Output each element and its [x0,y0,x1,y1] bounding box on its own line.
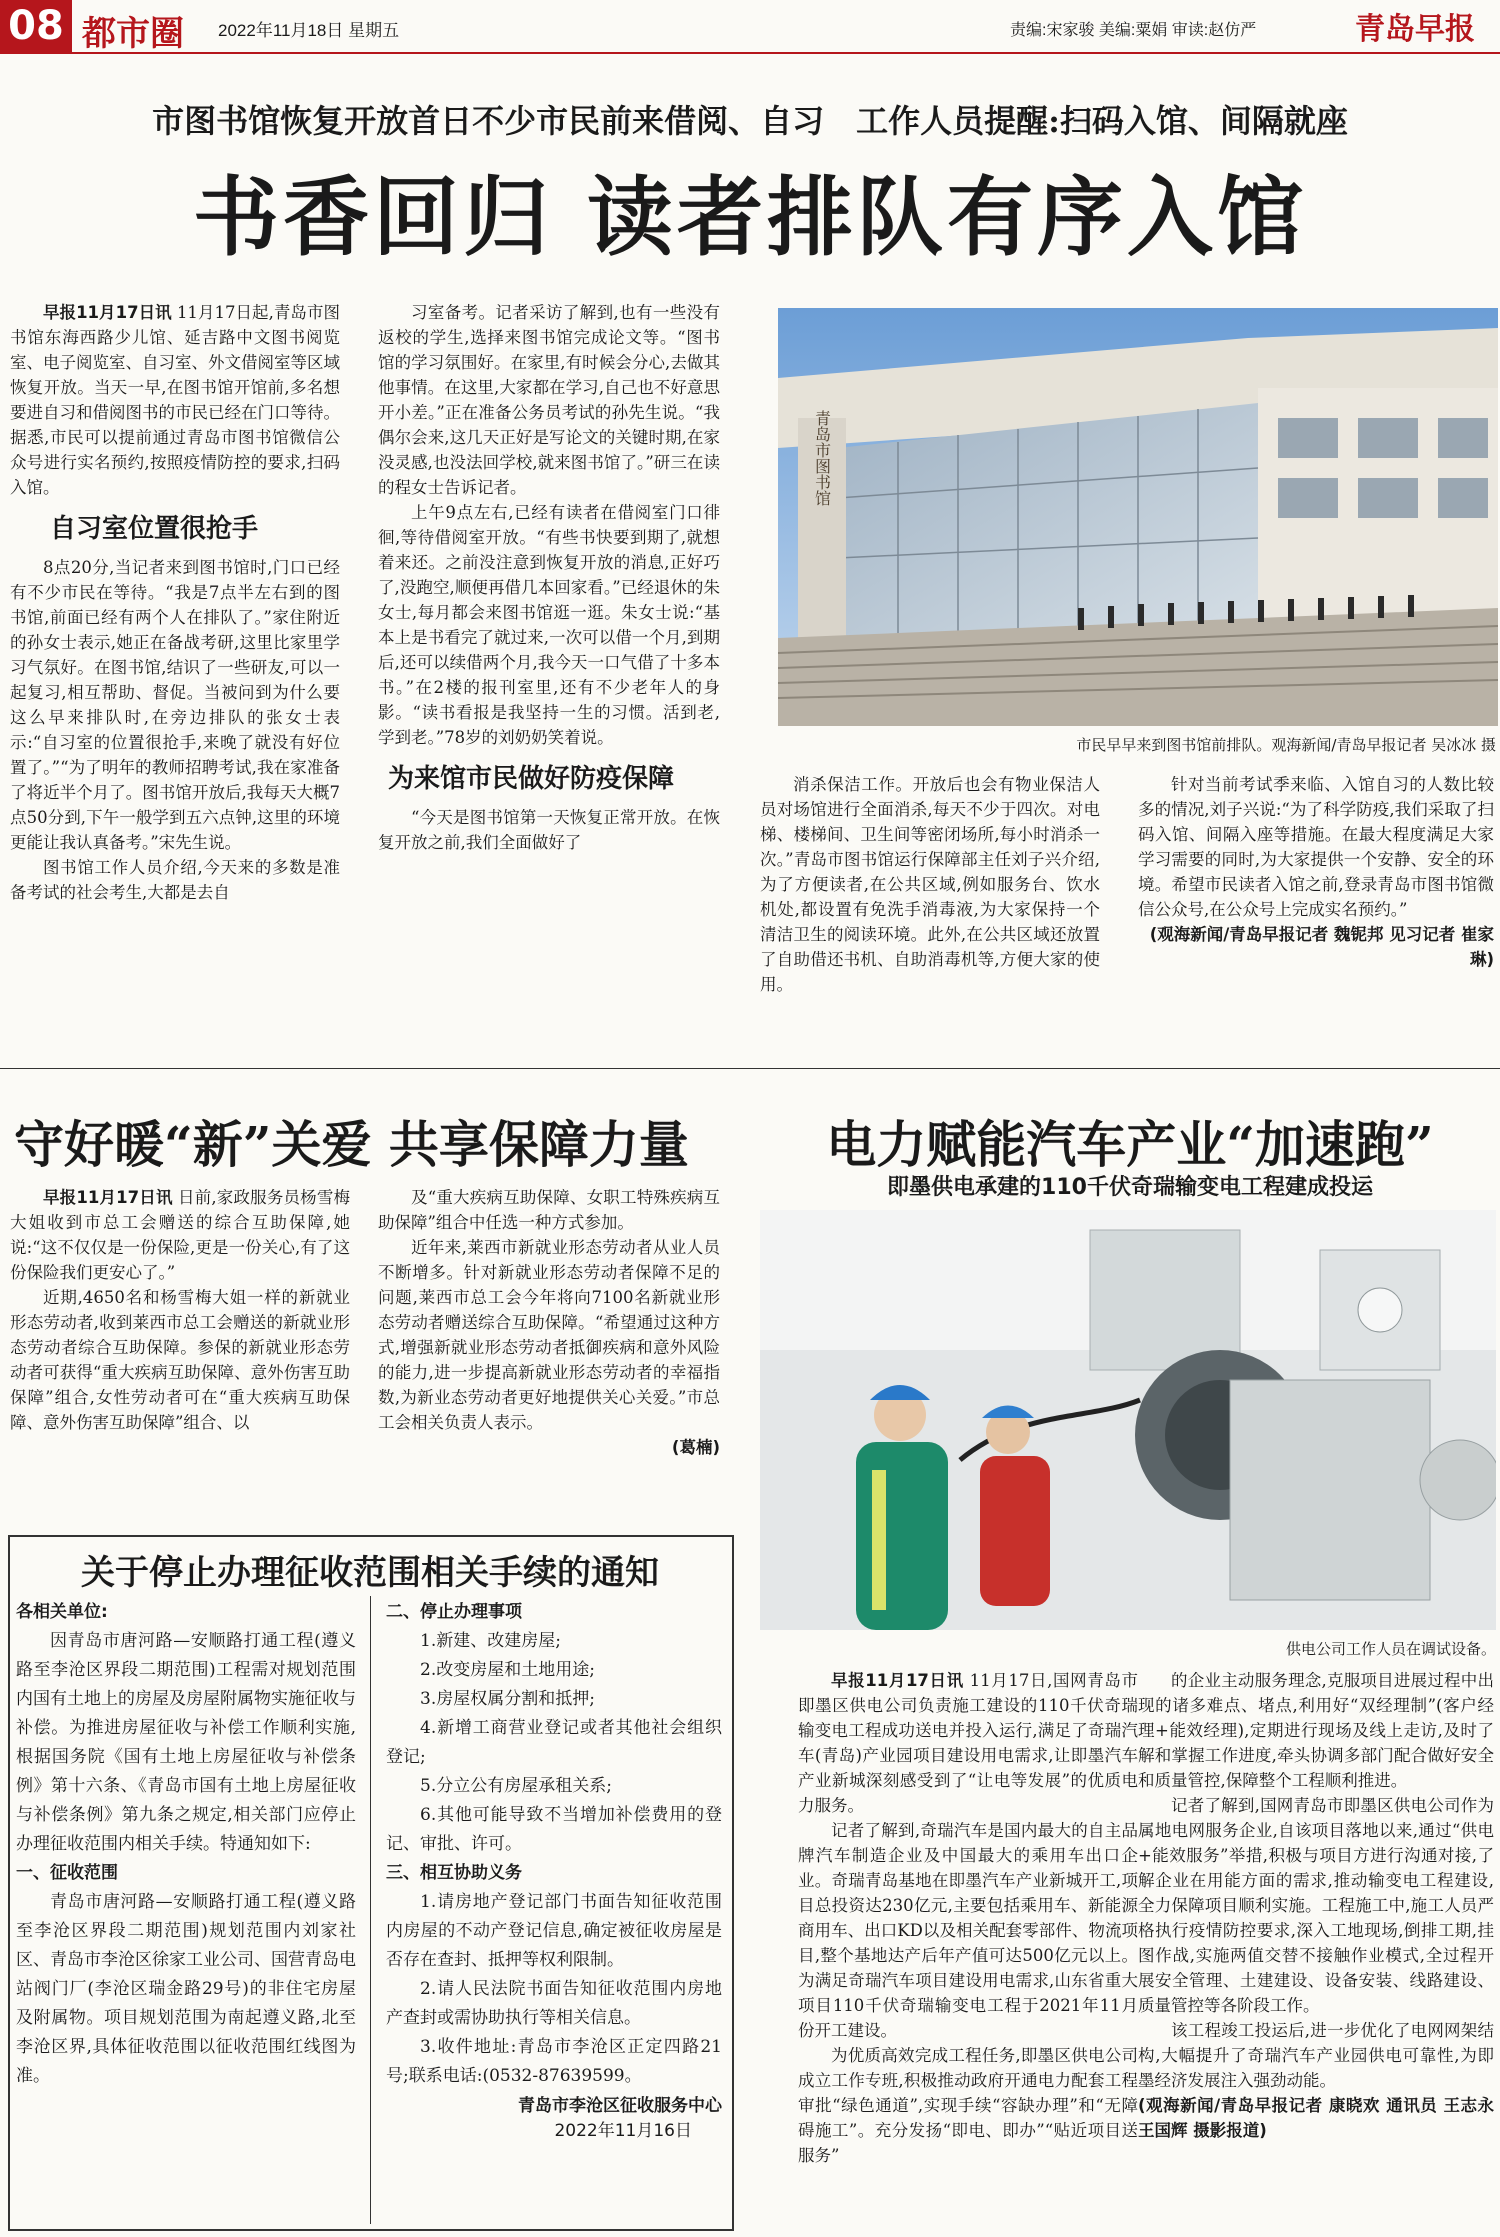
byline: (观海新闻/青岛早报记者 康晓欢 通讯员 王志永 王国辉 摄影报道) [1138,2096,1494,2140]
notice-column-divider [370,1596,371,2224]
paragraph: 上午9点左右,已经有读者在借阅室门口徘徊,等待借阅室开放。“有些书快要到期了,就想着来还。之前没注意到恢复开放的消息,正好巧了,没跑空,顺便再借几本回家看。”已经退休的朱女士,每月都会来图书馆逛一逛。朱女士说:“基本上是书看完了就过来,一次可以借一个月,到期后,还可以续借两个月,我今天一口气借了十多本书。”在2楼的报刊室里,还有不少老年人的身影。“读书看报是我坚持一生的习惯。活到老,学到老。”78岁的刘奶奶笑着说。 [378,503,720,747]
dateline: 早报11月17日讯 [831,1671,964,1690]
paragraph: 日前,家政服务员杨雪梅大姐收到市总工会赠送的综合互助保障,她说:“这不仅仅是一份保险,更是一份关心,有了这份保险我们更安心了。” [10,1188,350,1282]
paragraph: “今天是图书馆第一天恢复正常开放。在恢复开放之前,我们全面做好了 [378,808,720,852]
section-name: 都市圈 [82,14,184,54]
power-station-photo [760,1210,1496,1630]
section-divider [0,1068,1500,1069]
paragraph: 记者了解到,奇瑞汽车是国内最大的自主品牌汽车制造企业及中国最大的乘用车出口企业。奇瑞青岛基地在即墨汽车产业新城开工,项目总投资达230亿元,主要包括乘用车、新能源商用车、出口KD以及相关配套零部件、物流项目,整个基地达产后年产值可达500亿元以上。为满足奇瑞汽车项目建设用电需求,山东省重大项目110千伏奇瑞输变电工程于2021年11月份开工建设。 [798,1821,1138,2040]
paragraph: 的企业主动服务理念,克服项目进展过程中出现的诸多难点、堵点,利用好“双经理制”(客户经理+能效经理),定期进行现场及线上走访,及时了解和掌握工作进度,牵头协调多部门配合做好安全和质量管控,保障整个工程顺利推进。 [1138,1671,1494,1790]
lead-column-2 [378,300,720,1040]
notice-column-2 [386,1598,722,2228]
paragraph: 近期,4650名和杨雪梅大姐一样的新就业形态劳动者,收到莱西市总工会赠送的新就业形态劳动者综合互助保障。参保的新就业形态劳动者可获得“重大疾病互助保障、意外伤害互助保障”组合,女性劳动者可在“重大疾病互助保障、意外伤害互助保障”组合、以 [10,1288,350,1432]
notice-sign-date: 2022年11月16日 [554,2121,692,2141]
notice-list-item: 5.分立公有房屋承租关系; [420,1776,612,1796]
notice-column-1 [16,1598,356,2228]
editor-credits: 责编:宋家骏 美编:粟娟 审读:赵仿严 [1010,22,1257,39]
byline: (葛楠) [671,1438,720,1457]
story3-column-1 [798,1668,1138,2233]
story3-headline: 电力赋能汽车产业“加速跑” [826,1115,1434,1174]
lead-headline: 书香回归 读者排队有序入馆 [193,167,1307,268]
issue-date: 2022年11月18日 星期五 [218,21,400,40]
notice-intro: 因青岛市唐河路—安顺路打通工程(遵义路至李沧区界段二期范围)工程需对规划范围内国有土地上的房屋及房屋附属物实施征收与补偿。为推进房屋征收与补偿工作顺利实施,根据国务院《国有土地上房屋征收与补偿条例》第十六条、《青岛市国有土地上房屋征收与补偿条例》第九条之规定,相关部门应停止办理征收范围内相关手续。特通知如下: [16,1631,356,1854]
power-photo-caption: 供电公司工作人员在调试设备。 [1285,1640,1496,1658]
notice-list-item: 1.请房地产登记部门书面告知征收范围内房屋的不动产登记信息,确定被征收房屋是否存在查封、抵押等权利限制。 [386,1892,722,1970]
paragraph: 习室备考。记者采访了解到,也有一些没有返校的学生,选择来图书馆完成论文等。“图书馆的学习氛围好。在家里,有时候会分心,去做其他事情。在这里,大家都在学习,自己也不好意思开小差。”正在准备公务员考试的孙先生说。“我偶尔会来,这几天正好是写论文的关键时期,在家没灵感,也没法回学校,就来图书馆了。”研三在读的程女士告诉记者。 [378,303,720,497]
paragraph: 针对当前考试季来临、入馆自习的人数比较多的情况,刘子兴说:“为了科学防疫,我们采取了扫码入馆、间隔入座等措施。在最大程度满足大家学习需要的同时,为大家提供一个安静、安全的环境。希望市民读者入馆之前,登录青岛市图书馆微信公众号,在公众号上完成实名预约。” [1138,775,1494,919]
notice-signature: 青岛市李沧区征收服务中心 [518,2096,722,2116]
dateline: 早报11月17日讯 [43,303,172,322]
dateline: 早报11月17日讯 [43,1188,173,1207]
subhead-epidemic: 为来馆市民做好防疫保障 [388,764,675,794]
paragraph: 及“重大疾病互助保障、女职工特殊疾病互助保障”组合中任选一种方式参加。 [378,1188,720,1232]
lead-column-3 [760,772,1100,1042]
notice-list-item: 2.请人民法院书面告知征收范围内房地产查封或需协助执行等相关信息。 [386,1979,722,2028]
notice-salutation: 各相关单位: [16,1602,108,1622]
notice-list-item: 6.其他可能导致不当增加补偿费用的登记、审批、许可。 [386,1805,722,1854]
story3-subheadline: 即墨供电承建的110千伏奇瑞输变电工程建成投运 [887,1175,1373,1200]
paragraph: 近年来,莱西市新就业形态劳动者从业人员不断增多。针对新就业形态劳动者保障不足的问题,莱西市总工会今年将向7100名新就业形态劳动者赠送综合互助保障。“希望通过这种方式,增强新就业形态劳动者抵御疾病和意外风险的能力,进一步提高新就业形态劳动者的幸福指数,为新业态劳动者更好地提供关心关爱。”市总工会相关负责人表示。 [378,1238,720,1432]
byline: (观海新闻/青岛早报记者 魏铌邦 见习记者 崔家琳) [1149,925,1494,969]
paragraph: 为优质高效完成工程任务,即墨区供电公司成立工作专班,积极推动政府开通电力配套工程审批“绿色通道”,实现手续“容缺办理”和“无障碍施工”。充分发扬“即电、即办”“贴近项目送服务” [798,2046,1138,2165]
subhead-study-room: 自习室位置很抢手 [50,514,259,544]
power-equipment-illustration [760,1210,1496,1630]
newspaper-logo: 青岛早报 [1355,12,1475,47]
notice-list-item: 3.收件地址:青岛市李沧区正定四路21号;联系电话:(0532-87639599。 [386,2037,722,2086]
story2-headline: 守好暖“新”关爱 共享保障力量 [14,1115,689,1174]
notice-list-item: 2.改变房屋和土地用途; [420,1660,595,1680]
paragraph: 该工程竣工投运后,进一步优化了电网网架结构,大幅提升了奇瑞汽车产业园供电可靠性,为即墨经济发展注入强劲动能。 [1138,2021,1494,2090]
story2-column-1 [10,1185,350,1520]
library-facade-sign: 青岛市图书馆 [812,410,832,506]
library-building-illustration [778,308,1498,726]
story2-column-2 [378,1185,720,1520]
library-photo-caption: 市民早早来到图书馆前排队。观海新闻/青岛早报记者 吴冰冰 摄 [1076,736,1496,754]
notice-section-1-text: 青岛市唐河路—安顺路打通工程(遵义路至李沧区界段二期范围)规划范围内刘家社区、青岛市李沧区徐家工业公司、国营青岛电站阀门厂(李沧区瑞金路29号)的非住宅房屋及附属物。项目规划范围为南起遵义路,北至李沧区界,具体征收范围以征收范围红线图为准。 [16,1892,356,2086]
lead-kicker: 市图书馆恢复开放首日不少市民前来借阅、自习 工作人员提醒:扫码入馆、间隔就座 [152,102,1348,140]
notice-section-1-title: 一、征收范围 [16,1863,118,1883]
paragraph: 消杀保洁工作。开放后也会有物业保洁人员对场馆进行全面消杀,每天不少于四次。对电梯、楼梯间、卫生间等密闭场所,每小时消杀一次。”青岛市图书馆运行保障部主任刘子兴介绍,为了方便读者,在公共区域,例如服务台、饮水机处,都设置有免洗手消毒液,为大家保持一个清洁卫生的阅读环境。此外,在公共区域还放置了自助借还书机、自助消毒机等,方便大家的使用。 [760,775,1100,994]
paragraph: 图书馆工作人员介绍,今天来的多数是准备考试的社会考生,大都是去自 [10,858,340,902]
paragraph: 11月17日起,青岛市图书馆东海西路少儿馆、延吉路中文图书阅览室、电子阅览室、自习室、外文借阅室等区域恢复开放。当天一早,在图书馆开馆前,多名想要进自习和借阅图书的市民已经在门口等待。据悉,市民可以提前通过青岛市图书馆微信公众号进行实名预约,按照疫情防控的要求,扫码入馆。 [10,303,340,497]
lead-column-4 [1138,772,1494,1042]
paragraph: 记者了解到,国网青岛市即墨区供电公司作为属地电网服务企业,自该项目落地以来,通过“供电+能效服务”举措,积极与项目方进行沟通对接,了解企业在用能方面的需求,推动输变电工程建设,全力保障项目顺利实施。工程施工中,施工人员严格执行疫情防控要求,深入工地现场,倒排工期,挂图作战,实施两值交替不接触作业模式,全过程开展安全管理、土建建设、设备安装、线路建设、质量管控等各阶段工作。 [1138,1796,1494,2015]
page-number: 08 [0,0,72,52]
paragraph: 8点20分,当记者来到图书馆时,门口已经有不少市民在等待。“我是7点半左右到的图书馆,前面已经有两个人在排队了。”家住附近的孙女士表示,她正在备战考研,这里比家里学习气氛好。在图书馆,结识了一些研友,可以一起复习,相互帮助、督促。当被问到为什么要这么早来排队时,在旁边排队的张女士表示:“自习室的位置很抢手,来晚了就没有好位置了。”“为了明年的教师招聘考试,我在家准备了将近半个月了。图书馆开放后,我每天大概7点50分到,下午一般学到五六点钟,这里的环境更能让我认真备考。”宋先生说。 [10,558,340,852]
notice-list-item: 4.新增工商营业登记或者其他社会组织登记; [386,1718,722,1767]
library-photo [778,308,1498,726]
notice-section-2-title: 二、停止办理事项 [386,1602,522,1622]
notice-list-item: 3.房屋权属分割和抵押; [420,1689,595,1709]
notice-section-3-title: 三、相互协助义务 [386,1863,522,1883]
paragraph: 11月17日,国网青岛市即墨区供电公司负责施工建设的110千伏奇瑞输变电工程成功送电并投入运行,满足了奇瑞汽车(青岛)产业园项目建设用电需求,让即墨汽车产业新城深刻感受到了“让电等发展”的优质电力服务。 [798,1671,1138,1815]
notice-title: 关于停止办理征收范围相关手续的通知 [81,1553,659,1593]
lead-column-1 [10,300,340,1040]
notice-list-item: 1.新建、改建房屋; [420,1631,561,1651]
story3-column-2 [1138,1668,1494,2233]
